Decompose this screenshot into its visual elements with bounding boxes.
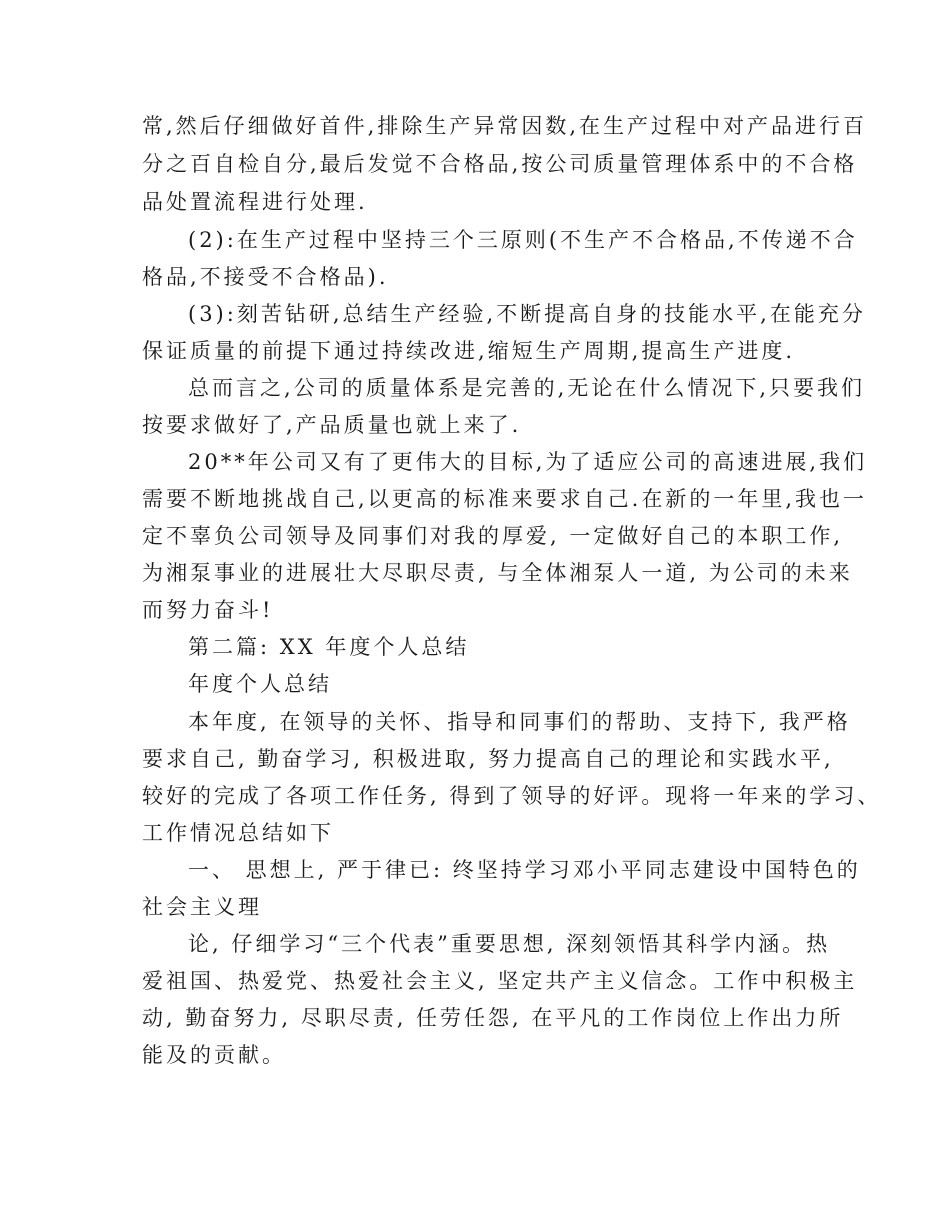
text-line: 保证质量的前提下通过持续改进,缩短生产周期,提高生产进度. bbox=[142, 339, 796, 363]
text-line: 本年度, 在领导的关怀、指导和同事们的帮助、支持下, 我严格 bbox=[188, 710, 851, 734]
text-line: 定不辜负公司领导及同事们对我的厚爱, 一定做好自己的本职工作, bbox=[142, 524, 844, 548]
text-line: 而努力奋斗! bbox=[142, 598, 274, 622]
text-line: 工作情况总结如下 bbox=[142, 821, 334, 845]
text-line: 分之百自检自分,最后发觉不合格品,按公司质量管理体系中的不合格 bbox=[142, 152, 858, 176]
text-line: (2):在生产过程中坚持三个三原则(不生产不合格品,不传递不合 bbox=[188, 228, 858, 252]
text-line: (3):刻苦钻研,总结生产经验,不断提高自身的技能水平,在能充分 bbox=[188, 302, 866, 326]
text-line: 论, 仔细学习“三个代表”重要思想, 深刻领悟其科学内涵。热 bbox=[188, 932, 831, 956]
text-line: 一、 思想上, 严于律已: 终坚持学习邓小平同志建设中国特色的 bbox=[188, 858, 861, 882]
text-line: 总而言之,公司的质量体系是完善的,无论在什么情况下,只要我们 bbox=[188, 376, 866, 400]
text-line: 社会主义理 bbox=[142, 895, 262, 919]
text-line: 爱祖国、热爱党、热爱社会主义, 坚定共产主义信念。工作中积极主 bbox=[142, 969, 858, 993]
text-line: 常,然后仔细做好首件,排除生产异常因数,在生产过程中对产品进行百 bbox=[142, 114, 868, 138]
section-heading: 第二篇: XX 年度个人总结 bbox=[188, 635, 470, 659]
text-line: 为湘泵事业的进展壮大尽职尽责, 与全体湘泵人一道, 为公司的未来 bbox=[142, 561, 853, 585]
text-line: 品处置流程进行处理. bbox=[142, 190, 368, 214]
text-line: 需要不断地挑战自己,以更高的标准来要求自己.在新的一年里,我也一 bbox=[142, 487, 868, 511]
text-line: 能及的贡献。 bbox=[142, 1043, 286, 1067]
text-line: 要求自己, 勤奋学习, 积极进取, 努力提高自己的理论和实践水平, bbox=[142, 747, 834, 771]
text-line: 动, 勤奋努力, 尽职尽责, 任劳任怨, 在平凡的工作岗位上作出力所 bbox=[142, 1006, 844, 1030]
text-line: 较好的完成了各项工作任务, 得到了领导的好评。现将一年来的学习、 bbox=[142, 784, 882, 808]
text-line: 格品,不接受不合格品). bbox=[142, 265, 389, 289]
section-subheading: 年度个人总结 bbox=[188, 672, 332, 696]
text-line: 20**年公司又有了更伟大的目标,为了适应公司的高速进展,我们 bbox=[188, 450, 868, 474]
text-line: 按要求做好了,产品质量也就上来了. bbox=[142, 413, 522, 437]
